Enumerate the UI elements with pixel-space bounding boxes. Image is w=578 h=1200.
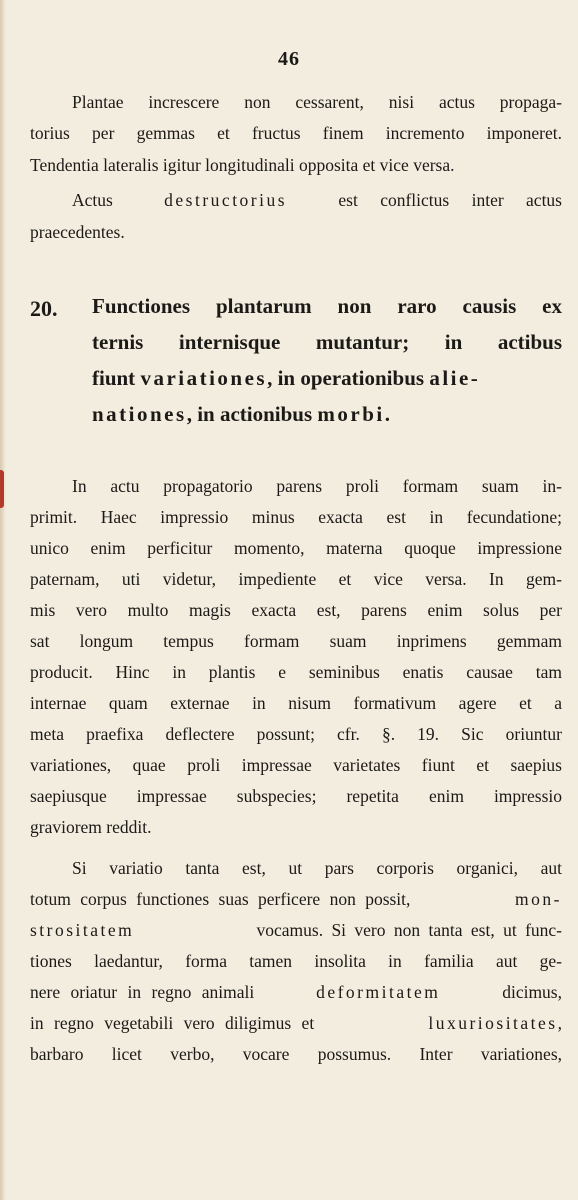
para4-line1: Si variatio tanta est, ut pars corporis organici, aut [72, 858, 562, 878]
para4-line6: in regno vegetabili vero diligimus et luxuriositates, [30, 1013, 562, 1033]
para3-line5: mis vero multo magis exacta est, parens enim solus per [30, 600, 562, 620]
page-number: 46 [278, 48, 300, 70]
section-term-alienationes: alie- [429, 366, 481, 390]
para4-term-deformitatem: deformitatem [316, 982, 441, 1002]
section-number: 20. [30, 296, 58, 321]
section-term-morbi: morbi [317, 402, 385, 426]
para4-line5: nere oriatur in regno animali deformitatem dicimus, [30, 982, 562, 1002]
para3-line10: variationes, quae proli impressae varietates fiunt et saepius [30, 755, 562, 775]
para3-line1: In actu propagatorio parens proli formam suam in- [72, 476, 562, 496]
para3-line11: saepiusque impressae subspecies; repetita enim impressio [30, 786, 562, 806]
para4-line4: tiones laedantur, forma tamen insolita in familia aut ge- [30, 951, 562, 971]
para4-line7: barbaro licet verbo, vocare possumus. Inter variationes, [30, 1044, 562, 1064]
section-heading-line2: ternis internisque mutantur; in actibus [92, 330, 562, 354]
page-margin-mark [0, 470, 4, 508]
page-edge [0, 0, 6, 1200]
para1-line1: Plantae increscere non cessarent, nisi actus propaga- [72, 92, 562, 112]
section-heading-line1: Functiones plantarum non raro causis ex [92, 294, 562, 318]
para2-word-actus: Actus [72, 190, 113, 210]
para2-line1-rest: est conflictus inter actus [338, 190, 562, 210]
section-term-variationes: variationes [140, 366, 268, 390]
para4-term-mon: mon- [515, 889, 562, 909]
para3-line2: primit. Haec impressio minus exacta est in fecundatione; [30, 507, 562, 527]
para3-line12: graviorem reddit. [30, 817, 152, 837]
para2-spaced-term: destructorius [164, 190, 288, 210]
para4-line3: strositatem vocamus. Si vero non tanta est, ut func- [30, 920, 562, 940]
para3-line7: producit. Hinc in plantis e seminibus enatis causae tam [30, 662, 562, 682]
para3-line3: unico enim perficitur momento, materna quoque impressione [30, 538, 562, 558]
para3-line8: internae quam externae in nisum formativum agere et a [30, 693, 562, 713]
para3-line6: sat longum tempus formam suam inprimens gemmam [30, 631, 562, 651]
para1-line3: Tendentia lateralis igitur longitudinali opposita et vice versa. [30, 155, 455, 175]
para3-line9: meta praefixa deflectere possunt; cfr. §. 19. Sic oriuntur [30, 724, 562, 744]
para2-line2: praecedentes. [30, 222, 125, 242]
section-heading-line3: fiunt variationes, in operationibus alie- [92, 366, 481, 390]
para4-line2: totum corpus functiones suas perficere non possit, mon- [30, 889, 562, 909]
section-heading-line4: nationes, in actionibus morbi. [92, 402, 390, 426]
para2-line1 [72, 190, 562, 211]
para3-line4: paternam, uti videtur, impediente et vice versa. In gem- [30, 569, 562, 589]
section-term-nationes: nationes [92, 402, 187, 426]
para4-term-luxuriositates: luxuriositates [428, 1013, 558, 1033]
para4-term-luxuriositates-wrap: luxuriositates, [428, 1013, 562, 1033]
para4-term-strositatem: strositatem [30, 920, 135, 940]
para1-line2: torius per gemmas et fructus finem incremento imponeret. [30, 123, 562, 143]
